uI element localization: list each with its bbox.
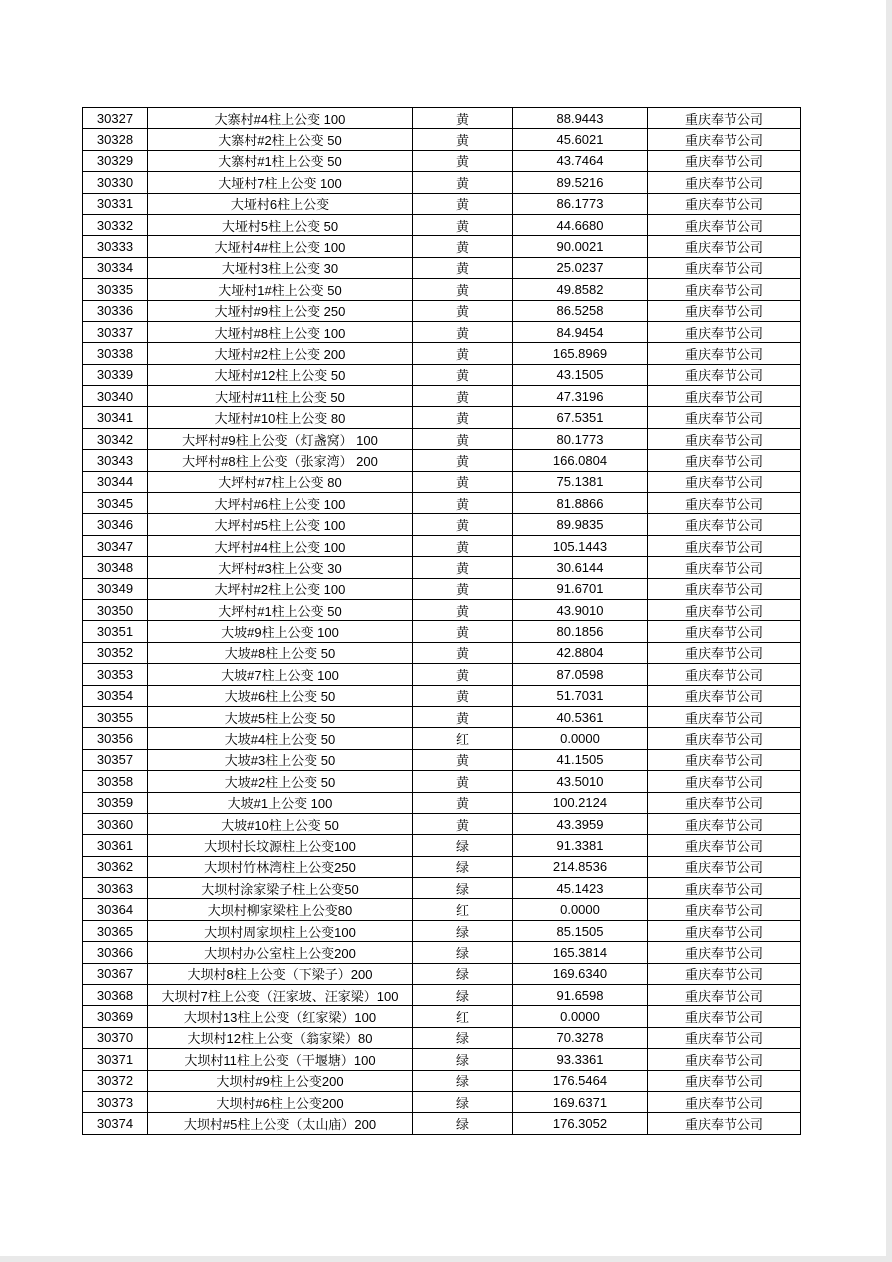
cell-status[interactable]: 绿 [413, 963, 513, 984]
cell-company[interactable]: 重庆奉节公司 [648, 1049, 801, 1070]
cell-status[interactable]: 黄 [413, 471, 513, 492]
cell-value[interactable]: 43.7464 [513, 150, 648, 171]
cell-value[interactable]: 87.0598 [513, 664, 648, 685]
cell-name[interactable]: 大垭村4#柱上公变 100 [148, 236, 413, 257]
cell-company[interactable]: 重庆奉节公司 [648, 963, 801, 984]
cell-status[interactable]: 绿 [413, 920, 513, 941]
cell-company[interactable]: 重庆奉节公司 [648, 300, 801, 321]
cell-id[interactable]: 30341 [83, 407, 148, 428]
cell-id[interactable]: 30328 [83, 129, 148, 150]
cell-status[interactable]: 黄 [413, 792, 513, 813]
table-row [83, 792, 801, 813]
table-row [83, 856, 801, 877]
cell-id[interactable]: 30359 [83, 792, 148, 813]
cell-name[interactable]: 大坪村#5柱上公变 100 [148, 514, 413, 535]
cell-name[interactable]: 大坝村8柱上公变（下梁子）200 [148, 963, 413, 984]
table-row [83, 706, 801, 727]
cell-company[interactable]: 重庆奉节公司 [648, 706, 801, 727]
cell-status[interactable]: 黄 [413, 813, 513, 834]
cell-company[interactable]: 重庆奉节公司 [648, 428, 801, 449]
cell-status[interactable]: 红 [413, 1006, 513, 1027]
table-row [83, 193, 801, 214]
cell-name[interactable]: 大坡#10柱上公变 50 [148, 813, 413, 834]
table-row [83, 1113, 801, 1134]
cell-value[interactable]: 30.6144 [513, 557, 648, 578]
cell-value[interactable]: 43.3959 [513, 813, 648, 834]
table-row [83, 1091, 801, 1112]
cell-status[interactable]: 绿 [413, 1049, 513, 1070]
table-row [83, 1006, 801, 1027]
cell-status[interactable]: 黄 [413, 428, 513, 449]
cell-name[interactable]: 大坡#3柱上公变 50 [148, 749, 413, 770]
cell-company[interactable]: 重庆奉节公司 [648, 493, 801, 514]
cell-status[interactable]: 绿 [413, 878, 513, 899]
cell-id[interactable]: 30348 [83, 557, 148, 578]
cell-id[interactable]: 30364 [83, 899, 148, 920]
cell-value[interactable]: 41.1505 [513, 749, 648, 770]
cell-value[interactable]: 90.0021 [513, 236, 648, 257]
cell-id[interactable]: 30352 [83, 642, 148, 663]
table-row [83, 749, 801, 770]
cell-status[interactable]: 黄 [413, 771, 513, 792]
table-row [83, 386, 801, 407]
cell-value[interactable]: 49.8582 [513, 279, 648, 300]
cell-status[interactable]: 黄 [413, 493, 513, 514]
cell-company[interactable]: 重庆奉节公司 [648, 471, 801, 492]
cell-name[interactable]: 大垭村#9柱上公变 250 [148, 300, 413, 321]
cell-name[interactable]: 大坡#4柱上公变 50 [148, 728, 413, 749]
cell-company[interactable]: 重庆奉节公司 [648, 771, 801, 792]
cell-company[interactable]: 重庆奉节公司 [648, 236, 801, 257]
cell-value[interactable]: 91.6701 [513, 578, 648, 599]
table-row [83, 664, 801, 685]
cell-status[interactable]: 黄 [413, 172, 513, 193]
cell-id[interactable]: 30327 [83, 108, 148, 129]
cell-id[interactable]: 30329 [83, 150, 148, 171]
cell-company[interactable]: 重庆奉节公司 [648, 321, 801, 342]
cell-company[interactable]: 重庆奉节公司 [648, 642, 801, 663]
cell-status[interactable]: 绿 [413, 1027, 513, 1048]
cell-name[interactable]: 大坡#2柱上公变 50 [148, 771, 413, 792]
cell-name[interactable]: 大垭村1#柱上公变 50 [148, 279, 413, 300]
cell-value[interactable]: 51.7031 [513, 685, 648, 706]
cell-name[interactable]: 大坡#6柱上公变 50 [148, 685, 413, 706]
cell-name[interactable]: 大垭村#12柱上公变 50 [148, 364, 413, 385]
cell-name[interactable]: 大坪村#4柱上公变 100 [148, 535, 413, 556]
cell-status[interactable]: 黄 [413, 257, 513, 278]
cell-id[interactable]: 30372 [83, 1070, 148, 1091]
cell-name[interactable]: 大坪村#8柱上公变（张家湾） 200 [148, 450, 413, 471]
cell-id[interactable]: 30337 [83, 321, 148, 342]
cell-company[interactable]: 重庆奉节公司 [648, 535, 801, 556]
cell-value[interactable]: 70.3278 [513, 1027, 648, 1048]
cell-id[interactable]: 30354 [83, 685, 148, 706]
cell-value[interactable]: 43.9010 [513, 599, 648, 620]
cell-id[interactable]: 30360 [83, 813, 148, 834]
cell-name[interactable]: 大垭村3柱上公变 30 [148, 257, 413, 278]
cell-value[interactable]: 165.3814 [513, 942, 648, 963]
table-row [83, 172, 801, 193]
cell-status[interactable]: 绿 [413, 1113, 513, 1134]
cell-value[interactable]: 93.3361 [513, 1049, 648, 1070]
cell-company[interactable]: 重庆奉节公司 [648, 450, 801, 471]
cell-company[interactable]: 重庆奉节公司 [648, 1070, 801, 1091]
cell-name[interactable]: 大坝村长坟源柱上公变100 [148, 835, 413, 856]
cell-name[interactable]: 大坝村竹林湾柱上公变250 [148, 856, 413, 877]
table-row [83, 321, 801, 342]
cell-company[interactable]: 重庆奉节公司 [648, 150, 801, 171]
cell-id[interactable]: 30334 [83, 257, 148, 278]
cell-id[interactable]: 30344 [83, 471, 148, 492]
cell-value[interactable]: 165.8969 [513, 343, 648, 364]
cell-id[interactable]: 30338 [83, 343, 148, 364]
cell-status[interactable]: 绿 [413, 1070, 513, 1091]
cell-id[interactable]: 30349 [83, 578, 148, 599]
table-row [83, 899, 801, 920]
cell-status[interactable]: 绿 [413, 856, 513, 877]
data-table [82, 107, 801, 1135]
cell-id[interactable]: 30346 [83, 514, 148, 535]
table-row [83, 878, 801, 899]
table-row [83, 771, 801, 792]
cell-company[interactable]: 重庆奉节公司 [648, 1006, 801, 1027]
cell-id[interactable]: 30356 [83, 728, 148, 749]
cell-status[interactable]: 黄 [413, 129, 513, 150]
table-row [83, 578, 801, 599]
cell-status[interactable]: 黄 [413, 514, 513, 535]
cell-status[interactable]: 绿 [413, 985, 513, 1006]
cell-name[interactable]: 大垭村5柱上公变 50 [148, 214, 413, 235]
cell-status[interactable]: 黄 [413, 599, 513, 620]
cell-name[interactable]: 大垭村7柱上公变 100 [148, 172, 413, 193]
cell-value[interactable]: 166.0804 [513, 450, 648, 471]
cell-id[interactable]: 30371 [83, 1049, 148, 1070]
cell-id[interactable]: 30369 [83, 1006, 148, 1027]
cell-name[interactable]: 大坝村#9柱上公变200 [148, 1070, 413, 1091]
cell-status[interactable]: 黄 [413, 150, 513, 171]
cell-value[interactable]: 84.9454 [513, 321, 648, 342]
cell-value[interactable]: 80.1856 [513, 621, 648, 642]
cell-id[interactable]: 30368 [83, 985, 148, 1006]
cell-company[interactable]: 重庆奉节公司 [648, 899, 801, 920]
cell-value[interactable]: 40.5361 [513, 706, 648, 727]
cell-company[interactable]: 重庆奉节公司 [648, 514, 801, 535]
cell-id[interactable]: 30362 [83, 856, 148, 877]
cell-id[interactable]: 30331 [83, 193, 148, 214]
cell-status[interactable]: 黄 [413, 642, 513, 663]
cell-company[interactable]: 重庆奉节公司 [648, 364, 801, 385]
cell-name[interactable]: 大坪村#7柱上公变 80 [148, 471, 413, 492]
table-row [83, 1049, 801, 1070]
cell-company[interactable]: 重庆奉节公司 [648, 749, 801, 770]
table-row [83, 343, 801, 364]
table-row [83, 214, 801, 235]
cell-value[interactable]: 91.6598 [513, 985, 648, 1006]
table-row [83, 813, 801, 834]
cell-status[interactable]: 黄 [413, 386, 513, 407]
cell-status[interactable]: 黄 [413, 664, 513, 685]
cell-value[interactable]: 43.5010 [513, 771, 648, 792]
cell-status[interactable]: 黄 [413, 193, 513, 214]
cell-id[interactable]: 30366 [83, 942, 148, 963]
table-row [83, 150, 801, 171]
cell-company[interactable]: 重庆奉节公司 [648, 1027, 801, 1048]
cell-status[interactable]: 黄 [413, 706, 513, 727]
cell-id[interactable]: 30357 [83, 749, 148, 770]
table-row [83, 129, 801, 150]
cell-company[interactable]: 重庆奉节公司 [648, 172, 801, 193]
cell-status[interactable]: 黄 [413, 535, 513, 556]
cell-status[interactable]: 黄 [413, 685, 513, 706]
table-row [83, 300, 801, 321]
cell-name[interactable]: 大坝村涂家梁子柱上公变50 [148, 878, 413, 899]
cell-name[interactable]: 大坝村11柱上公变（干堰塘）100 [148, 1049, 413, 1070]
cell-value[interactable]: 47.3196 [513, 386, 648, 407]
cell-status[interactable]: 黄 [413, 364, 513, 385]
cell-company[interactable]: 重庆奉节公司 [648, 664, 801, 685]
cell-name[interactable]: 大坝村#5柱上公变（太山庙）200 [148, 1113, 413, 1134]
cell-status[interactable]: 黄 [413, 343, 513, 364]
cell-id[interactable]: 30347 [83, 535, 148, 556]
cell-name[interactable]: 大坪村#9柱上公变（灯盏窝） 100 [148, 428, 413, 449]
cell-id[interactable]: 30370 [83, 1027, 148, 1048]
cell-value[interactable]: 89.5216 [513, 172, 648, 193]
table-row [83, 514, 801, 535]
cell-value[interactable]: 214.8536 [513, 856, 648, 877]
cell-value[interactable]: 67.5351 [513, 407, 648, 428]
table-row [83, 557, 801, 578]
cell-id[interactable]: 30351 [83, 621, 148, 642]
cell-id[interactable]: 30339 [83, 364, 148, 385]
table-row [83, 985, 801, 1006]
table-row [83, 364, 801, 385]
cell-status[interactable]: 黄 [413, 236, 513, 257]
cell-company[interactable]: 重庆奉节公司 [648, 920, 801, 941]
cell-company[interactable]: 重庆奉节公司 [648, 813, 801, 834]
cell-name[interactable]: 大坡#7柱上公变 100 [148, 664, 413, 685]
cell-name[interactable]: 大垭村#11柱上公变 50 [148, 386, 413, 407]
cell-company[interactable]: 重庆奉节公司 [648, 386, 801, 407]
cell-id[interactable]: 30358 [83, 771, 148, 792]
table-row [83, 728, 801, 749]
cell-id[interactable]: 30350 [83, 599, 148, 620]
cell-name[interactable]: 大坪村#2柱上公变 100 [148, 578, 413, 599]
table-row [83, 450, 801, 471]
cell-status[interactable]: 黄 [413, 578, 513, 599]
cell-value[interactable]: 86.5258 [513, 300, 648, 321]
cell-name[interactable]: 大寨村#2柱上公变 50 [148, 129, 413, 150]
cell-status[interactable]: 黄 [413, 279, 513, 300]
cell-company[interactable]: 重庆奉节公司 [648, 343, 801, 364]
cell-value[interactable]: 81.8866 [513, 493, 648, 514]
cell-id[interactable]: 30361 [83, 835, 148, 856]
cell-value[interactable]: 85.1505 [513, 920, 648, 941]
cell-value[interactable]: 88.9443 [513, 108, 648, 129]
cell-value[interactable]: 75.1381 [513, 471, 648, 492]
table-row [83, 942, 801, 963]
table-row [83, 963, 801, 984]
table-row [83, 108, 801, 129]
cell-name[interactable]: 大坪村#6柱上公变 100 [148, 493, 413, 514]
cell-company[interactable]: 重庆奉节公司 [648, 985, 801, 1006]
cell-id[interactable]: 30365 [83, 920, 148, 941]
cell-id[interactable]: 30374 [83, 1113, 148, 1134]
cell-value[interactable]: 44.6680 [513, 214, 648, 235]
cell-name[interactable]: 大坝村#6柱上公变200 [148, 1091, 413, 1112]
cell-value[interactable]: 86.1773 [513, 193, 648, 214]
cell-company[interactable]: 重庆奉节公司 [648, 685, 801, 706]
cell-value[interactable]: 105.1443 [513, 535, 648, 556]
cell-status[interactable]: 黄 [413, 300, 513, 321]
cell-id[interactable]: 30332 [83, 214, 148, 235]
cell-name[interactable]: 大坝村7柱上公变（汪家坡、汪家梁）100 [148, 985, 413, 1006]
cell-status[interactable]: 红 [413, 728, 513, 749]
table-row [83, 407, 801, 428]
cell-id[interactable]: 30333 [83, 236, 148, 257]
cell-id[interactable]: 30363 [83, 878, 148, 899]
cell-id[interactable]: 30343 [83, 450, 148, 471]
cell-id[interactable]: 30353 [83, 664, 148, 685]
table-row [83, 471, 801, 492]
cell-value[interactable]: 45.6021 [513, 129, 648, 150]
cell-id[interactable]: 30355 [83, 706, 148, 727]
cell-name[interactable]: 大垭村#2柱上公变 200 [148, 343, 413, 364]
cell-status[interactable]: 红 [413, 899, 513, 920]
cell-id[interactable]: 30330 [83, 172, 148, 193]
cell-value[interactable]: 176.3052 [513, 1113, 648, 1134]
table-row [83, 599, 801, 620]
cell-name[interactable]: 大坡#8柱上公变 50 [148, 642, 413, 663]
cell-name[interactable]: 大寨村#1柱上公变 50 [148, 150, 413, 171]
cell-name[interactable]: 大坝村办公室柱上公变200 [148, 942, 413, 963]
cell-company[interactable]: 重庆奉节公司 [648, 621, 801, 642]
cell-company[interactable]: 重庆奉节公司 [648, 835, 801, 856]
cell-company[interactable]: 重庆奉节公司 [648, 257, 801, 278]
cell-name[interactable]: 大垭村#10柱上公变 80 [148, 407, 413, 428]
cell-company[interactable]: 重庆奉节公司 [648, 578, 801, 599]
cell-value[interactable]: 45.1423 [513, 878, 648, 899]
cell-value[interactable]: 169.6371 [513, 1091, 648, 1112]
table-row [83, 535, 801, 556]
cell-company[interactable]: 重庆奉节公司 [648, 1091, 801, 1112]
cell-company[interactable]: 重庆奉节公司 [648, 557, 801, 578]
cell-value[interactable]: 169.6340 [513, 963, 648, 984]
cell-status[interactable]: 黄 [413, 108, 513, 129]
cell-name[interactable]: 大坪村#3柱上公变 30 [148, 557, 413, 578]
cell-value[interactable]: 80.1773 [513, 428, 648, 449]
table-row [83, 236, 801, 257]
cell-company[interactable]: 重庆奉节公司 [648, 407, 801, 428]
table-row [83, 685, 801, 706]
cell-id[interactable]: 30373 [83, 1091, 148, 1112]
cell-value[interactable]: 25.0237 [513, 257, 648, 278]
cell-status[interactable]: 黄 [413, 450, 513, 471]
cell-name[interactable]: 大坝村13柱上公变（红家梁）100 [148, 1006, 413, 1027]
cell-value[interactable]: 100.2124 [513, 792, 648, 813]
table-row [83, 257, 801, 278]
table-row [83, 1070, 801, 1091]
cell-id[interactable]: 30340 [83, 386, 148, 407]
table-row [83, 835, 801, 856]
cell-company[interactable]: 重庆奉节公司 [648, 599, 801, 620]
table-row [83, 642, 801, 663]
cell-company[interactable]: 重庆奉节公司 [648, 129, 801, 150]
cell-name[interactable]: 大坝村12柱上公变（翁家梁）80 [148, 1027, 413, 1048]
cell-name[interactable]: 大寨村#4柱上公变 100 [148, 108, 413, 129]
table-row [83, 428, 801, 449]
cell-status[interactable]: 黄 [413, 749, 513, 770]
table-row [83, 279, 801, 300]
cell-value[interactable]: 176.5464 [513, 1070, 648, 1091]
cell-company[interactable]: 重庆奉节公司 [648, 878, 801, 899]
cell-company[interactable]: 重庆奉节公司 [648, 792, 801, 813]
cell-id[interactable]: 30335 [83, 279, 148, 300]
cell-name[interactable]: 大坡#9柱上公变 100 [148, 621, 413, 642]
cell-name[interactable]: 大坡#5柱上公变 50 [148, 706, 413, 727]
cell-name[interactable]: 大坡#1上公变 100 [148, 792, 413, 813]
cell-company[interactable]: 重庆奉节公司 [648, 214, 801, 235]
cell-name[interactable]: 大坪村#1柱上公变 50 [148, 599, 413, 620]
cell-company[interactable]: 重庆奉节公司 [648, 856, 801, 877]
cell-id[interactable]: 30336 [83, 300, 148, 321]
table-row [83, 1027, 801, 1048]
cell-value[interactable]: 42.8804 [513, 642, 648, 663]
cell-status[interactable]: 绿 [413, 942, 513, 963]
cell-company[interactable]: 重庆奉节公司 [648, 279, 801, 300]
cell-value[interactable]: 0.0000 [513, 728, 648, 749]
cell-id[interactable]: 30367 [83, 963, 148, 984]
cell-id[interactable]: 30345 [83, 493, 148, 514]
cell-status[interactable]: 黄 [413, 407, 513, 428]
cell-value[interactable]: 89.9835 [513, 514, 648, 535]
cell-name[interactable]: 大垭村#8柱上公变 100 [148, 321, 413, 342]
cell-value[interactable]: 0.0000 [513, 1006, 648, 1027]
cell-status[interactable]: 绿 [413, 1091, 513, 1112]
cell-company[interactable]: 重庆奉节公司 [648, 108, 801, 129]
cell-status[interactable]: 黄 [413, 214, 513, 235]
cell-status[interactable]: 黄 [413, 557, 513, 578]
cell-status[interactable]: 黄 [413, 321, 513, 342]
cell-company[interactable]: 重庆奉节公司 [648, 193, 801, 214]
cell-company[interactable]: 重庆奉节公司 [648, 1113, 801, 1134]
cell-name[interactable]: 大垭村6柱上公变 [148, 193, 413, 214]
cell-name[interactable]: 大坝村柳家梁柱上公变80 [148, 899, 413, 920]
cell-company[interactable]: 重庆奉节公司 [648, 942, 801, 963]
cell-value[interactable]: 43.1505 [513, 364, 648, 385]
cell-company[interactable]: 重庆奉节公司 [648, 728, 801, 749]
table-row [83, 621, 801, 642]
cell-status[interactable]: 绿 [413, 835, 513, 856]
table-row [83, 920, 801, 941]
table-body [83, 108, 801, 1135]
cell-id[interactable]: 30342 [83, 428, 148, 449]
cell-status[interactable]: 黄 [413, 621, 513, 642]
table-row [83, 493, 801, 514]
cell-value[interactable]: 91.3381 [513, 835, 648, 856]
cell-value[interactable]: 0.0000 [513, 899, 648, 920]
cell-name[interactable]: 大坝村周家坝柱上公变100 [148, 920, 413, 941]
